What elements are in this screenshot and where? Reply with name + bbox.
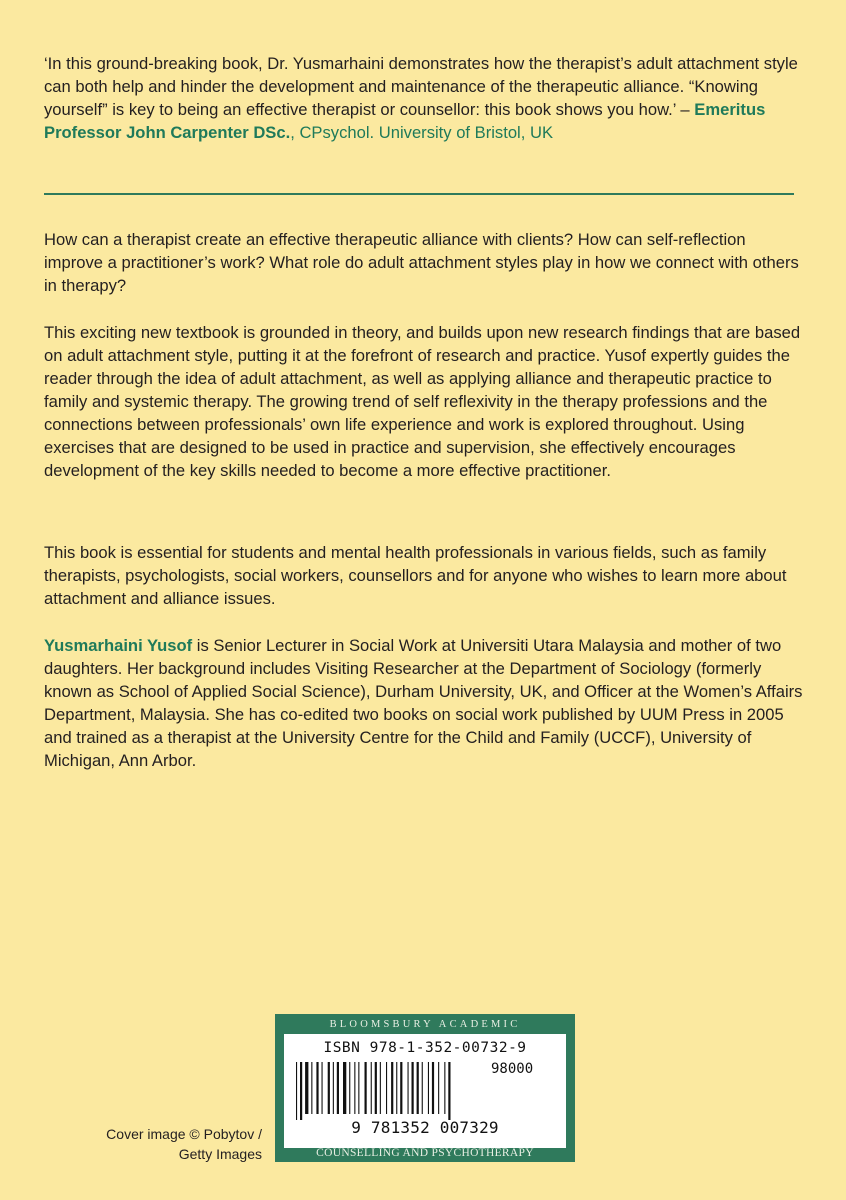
barcode-panel — [275, 1014, 575, 1162]
blurb-paragraph-3: This book is essential for students and mental health professionals in various fields, such as family therapists, psychologists, social workers, counsellors and for anyone who wishes to learn more about attachment and alliance issues. — [44, 543, 787, 608]
credit-line-1: Cover image © Pobytov / — [106, 1126, 262, 1142]
isbn-text: ISBN 978-1-352-00732-9 — [323, 1040, 527, 1056]
quote-attribution: Emeritus Professor John Carpenter DSc. — [44, 100, 766, 142]
divider — [44, 193, 794, 195]
cover-image-credit — [72, 1124, 262, 1164]
quote-affiliation: , CPsychol. University of Bristol, UK — [290, 123, 554, 142]
barcode-bars — [294, 1062, 484, 1120]
credit-line-2: Getty Images — [178, 1146, 262, 1162]
author-bio — [44, 634, 804, 772]
barcode-label — [284, 1034, 566, 1148]
subject-category: COUNSELLING AND PSYCHOTHERAPY — [316, 1147, 534, 1159]
ean-digits: 9 781352 007329 — [351, 1118, 499, 1137]
price-code: 98000 — [491, 1061, 534, 1077]
blurb-paragraph-1: How can a therapist create an effective therapeutic alliance with clients? How can self-reflection improve a practitioner’s work? What role do adult attachment styles play in how we connect with others in therapy? — [44, 230, 799, 295]
blurb-paragraph-2: This exciting new textbook is grounded in theory, and builds upon new research findings that are based on adult attachment style, putting it at the forefront of research and practice. Yusof expertly guides the reader through the idea of adult attachment, as well as applying alliance and therapeutic practice to family and systemic therapy. The growing trend of self reflexivity in the therapy professions and the connections between professionals’ own life experience and work is explored throughout. Using exercises that are designed to be used in practice and supervision, she effectively encourages development of the key skills needed to become a more effective practitioner. — [44, 323, 801, 480]
author-bio-text: is Senior Lecturer in Social Work at Universiti Utara Malaysia and mother of two daughters. Her background includes Visiting Researcher at the Department of Sociology (formerly known as School of Applied Social Science), Durham University, UK, and Officer at the Women’s Affairs Department, Malaysia. She has co-edited two books on social work published by UUM Press in 2005 and trained as a therapist at the University Centre for the Child and Family (UCCF), University of Michigan, Ann Arbor. — [44, 636, 803, 770]
author-name: Yusmarhaini Yusof — [44, 636, 193, 655]
quote-text: ‘In this ground-breaking book, Dr. Yusmarhaini demonstrates how the therapist’s adult attachment style can both help and hinder the development and maintenance of the therapeutic alliance. “Knowing yourself” is key to being an effective therapist or counsellor: this book shows you how.’ – — [44, 54, 798, 119]
endorsement-quote — [44, 52, 804, 144]
publisher-name: BLOOMSBURY ACADEMIC — [329, 1019, 521, 1030]
